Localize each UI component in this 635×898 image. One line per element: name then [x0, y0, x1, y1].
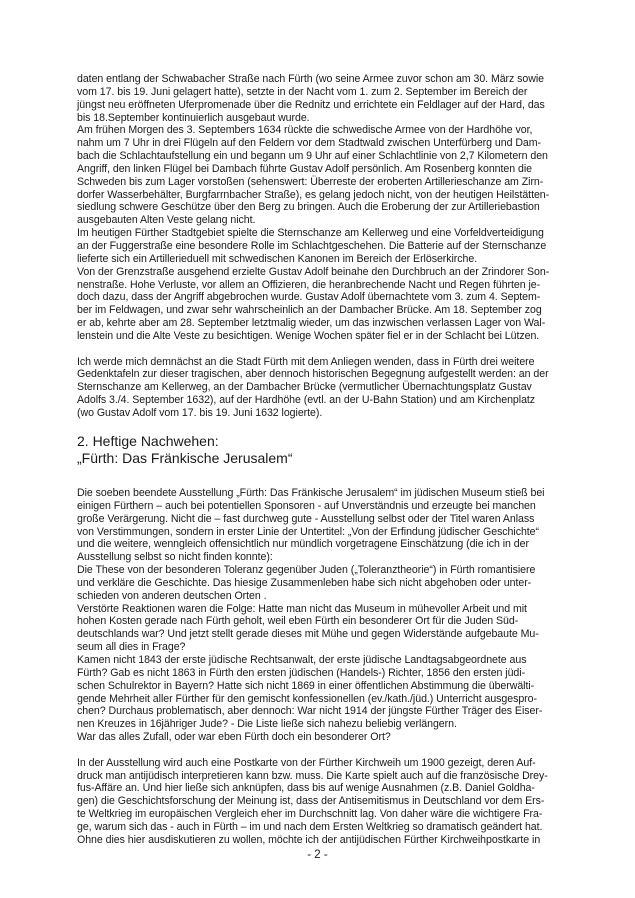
text-line: große Verärgerung. Nicht die – fast durchweg gute - Ausstellung selbst oder der Titel waren Anlass	[77, 512, 535, 525]
text-line: Die These von der besonderen Toleranz gegenüber Juden („Toleranztheorie“) in Fürth romantisiere	[77, 564, 536, 577]
text-line: schieden von anderen deutschen Orten .	[77, 589, 267, 602]
page-number: - 2 -	[307, 849, 328, 861]
text-line: ge, warum sich das - auch in Fürth – im und nach dem Ersten Weltkrieg so dramatisch geändert hat.	[77, 820, 543, 833]
text-line: War das alles Zufall, oder war eben Fürth doch ein besonderer Ort?	[77, 731, 391, 744]
text-line: deutschlands war? Und jetzt stellt gerade dieses mit Mühe und gegen Widerstände aufgebaute Mu-	[77, 628, 539, 641]
text-line: Sternschanze am Kellerweg, an der Dambacher Brücke (vermutlicher Übernachtungsplatz Gustav	[77, 381, 532, 394]
text-line: fus-Affäre an. Und hier ließe sich anknüpfen, dass bis auf wenige Ausnahmen (z.B. Daniel Goldha-	[77, 782, 535, 795]
text-line: (wo Gustav Adolf vom 17. bis 19. Juni 1632 logierte).	[77, 406, 323, 419]
text-line: einigen Fürthern – auch bei potentiellen Sponsoren - auf Unverständnis und erzeugte bei manchen	[77, 499, 536, 512]
text-line: Ausstellung selbst so nicht finden konnte):	[77, 551, 273, 564]
text-line: und verkläre die Geschichte. Das hiesige Zusammenleben habe sich nicht abgehoben oder unter-	[77, 576, 532, 589]
text-line: vom 17. bis 19. Juni gelagert hatte), setzte in der Nacht vom 1. zum 2. September im Bereich der	[77, 85, 528, 98]
text-line: Verstörte Reaktionen waren die Folge: Hatte man nicht das Museum in mühevoller Arbeit und mit	[77, 602, 527, 615]
text-line: und die weitere, wenngleich offensichtlich nur mündlich vorgetragene Einschätzung (die ich in der	[77, 538, 529, 551]
text-line: lieferte sich ein Artillerieduell mit schwedischen Kanonen im Bereich der Erlöserkirche.	[77, 252, 478, 265]
text-line: nenstraße. Hohe Verluste, vor allem an Offizieren, die heranbrechende Nacht und Regen führten je-	[77, 278, 541, 291]
text-line: jüngst neu eröffneten Uferpromenade über die Rednitz und errichtete ein Feldlager auf der Hard, das	[77, 98, 545, 111]
text-line: Von der Grenzstraße ausgehend erzielte Gustav Adolf beinahe den Durchbruch an der Zrindorer Son-	[77, 265, 550, 278]
text-line: bis 18.September kontinuierlich ausgebaut wurde.	[77, 111, 310, 124]
text-line: nahm um 7 Uhr in drei Flügeln auf den Feldern vor dem Stadtwald zwischen Unterfürberg und Dam-	[77, 137, 542, 150]
text-line: druck man antijüdisch interpretieren kann bzw. muss. Die Karte spielt auch auf die französische Drey-	[77, 769, 548, 782]
text-line: gende Mehrheit aller Fürther für den gemischt konfessionellen (ev./kath./jüd.) Unterricht ausgespro-	[77, 692, 537, 705]
text-line: Gedenktafeln zur dieser tragischen, aber dennoch historischen Begegnung aufgestellt werden: an der	[77, 368, 549, 381]
text-line: chen? Durchaus problematisch, aber dennoch: War nicht 1914 der jüngste Fürther Träger des Eiser-	[77, 705, 543, 718]
text-line: Ich werde mich demnächst an die Stadt Fürth mit dem Anliegen wenden, dass in Fürth drei weitere	[77, 355, 535, 368]
text-line: Schweden bis zum Lager vorstoßen (sehenswert: Überreste der eroberten Artillerieschanze am Zirn-	[77, 175, 544, 188]
text-line: hohen Kosten gerade nach Fürth geholt, weil eben Fürth ein besonderer Ort für die Juden Süd-	[77, 615, 519, 628]
heading-line-1: 2. Heftige Nachwehen:	[77, 433, 219, 449]
text-line: Kamen nicht 1843 der erste jüdische Rechtsanwalt, der erste jüdische Landtagsabgeordnete aus	[77, 653, 527, 666]
text-line: siedlung schwere Geschütze über den Berg zu bringen. Auch die Eroberung der zur Artilleriebastion	[77, 201, 540, 214]
text-line: er ab, kehrte aber am 28. September letztmalig wieder, um das inzwischen verlassen Lager von Wal-	[77, 317, 546, 330]
text-line: ausgebauten Alten Veste gelang nicht.	[77, 214, 256, 227]
text-line: Am frühen Morgen des 3. Septembers 1634 rückte die schwedische Armee von der Hardhöhe vor,	[77, 124, 533, 137]
text-line: doch dazu, dass der Angriff abgebrochen wurde. Gustav Adolf übernachtete vom 3. zum 4. Septem-	[77, 291, 541, 304]
text-line: an der Fuggerstraße eine besondere Rolle im Schlachtgeschehen. Die Batterie auf der Sternschanze	[77, 239, 547, 252]
text-line: bach die Schlachtaufstellung ein und begann um 9 Uhr auf einer Schlachtlinie von 2,7 Kilometern den	[77, 150, 548, 163]
section-heading	[77, 433, 293, 466]
text-line: von Verstimmungen, sondern in erster Linie der Untertitel: „Von der Erfindung jüdischer Geschichte“	[77, 525, 540, 538]
paragraph-gap	[77, 343, 569, 356]
text-line: nen Kreuzes in 16jähriger Jude? - Die Liste ließe sich nahezu beliebig verlängern.	[77, 718, 457, 731]
paragraph-gap	[77, 744, 569, 757]
text-line: Angriff, den linken Flügel bei Dambach führte Gustav Adolf persönlich. Am Rosenberg konnten die	[77, 162, 532, 175]
text-line: Adolfs 3./4. September 1632), auf der Hardhöhe (evtl. an der U-Bahn Station) und am Kirchenplatz	[77, 394, 536, 407]
text-line: daten entlang der Schwabacher Straße nach Fürth (wo seine Armee zuvor schon am 30. März sowie	[77, 73, 545, 85]
text-line: te Weltkrieg im europäischen Vergleich eher im Durchschnitt lag. Von daher wäre die wichtigere Fra-	[77, 808, 543, 821]
heading-line-2: „Fürth: Das Fränkische Jerusalem“	[77, 449, 293, 466]
text-line: gen) die Geschichtsforschung der Meinung ist, dass der Antisemitismus in Deutschland vor dem Ers-	[77, 795, 545, 808]
text-line: ber im Feldwagen, und zwar sehr wahrscheinlich an der Dambacher Brücke. Am 18. September zog	[77, 304, 542, 317]
text-line: In der Ausstellung wird auch eine Postkarte von der Fürther Kirchweih um 1900 gezeigt, deren Auf-	[77, 756, 536, 769]
text-line: schen Schulrektor in Bayern? Hatte sich nicht 1869 in einer öffentlichen Abstimmung die überwälti-	[77, 679, 535, 692]
text-line: Ohne dies hier ausdiskutieren zu wollen, möchte ich der antijüdischen Fürther Kirchweihpostkarte in	[77, 833, 541, 846]
section-1-text	[77, 73, 569, 420]
text-line: dorfer Wasserbehälter, Burgfarrnbacher Straße), es gelang jedoch nicht, von der heutigen Heilstätten-	[77, 188, 550, 201]
text-line: seum all dies in Frage?	[77, 641, 186, 654]
text-line: Im heutigen Fürther Stadtgebiet spielte die Sternschanze am Kellerweg und eine Vorfeldverteidigung	[77, 227, 544, 240]
text-line: lenstein und die Alte Veste zu besichtigen. Wenige Wochen später fiel er in der Schlacht bei Lützen.	[77, 329, 540, 342]
section-2-text	[77, 487, 569, 847]
text-line: Die soeben beendete Ausstellung „Fürth: Das Fränkische Jerusalem“ im jüdischen Museum stieß bei	[77, 487, 545, 499]
text-line: Fürth? Gab es nicht 1863 in Fürth den ersten jüdischen (Handels-) Richter, 1856 den ersten jüdi-	[77, 666, 526, 679]
